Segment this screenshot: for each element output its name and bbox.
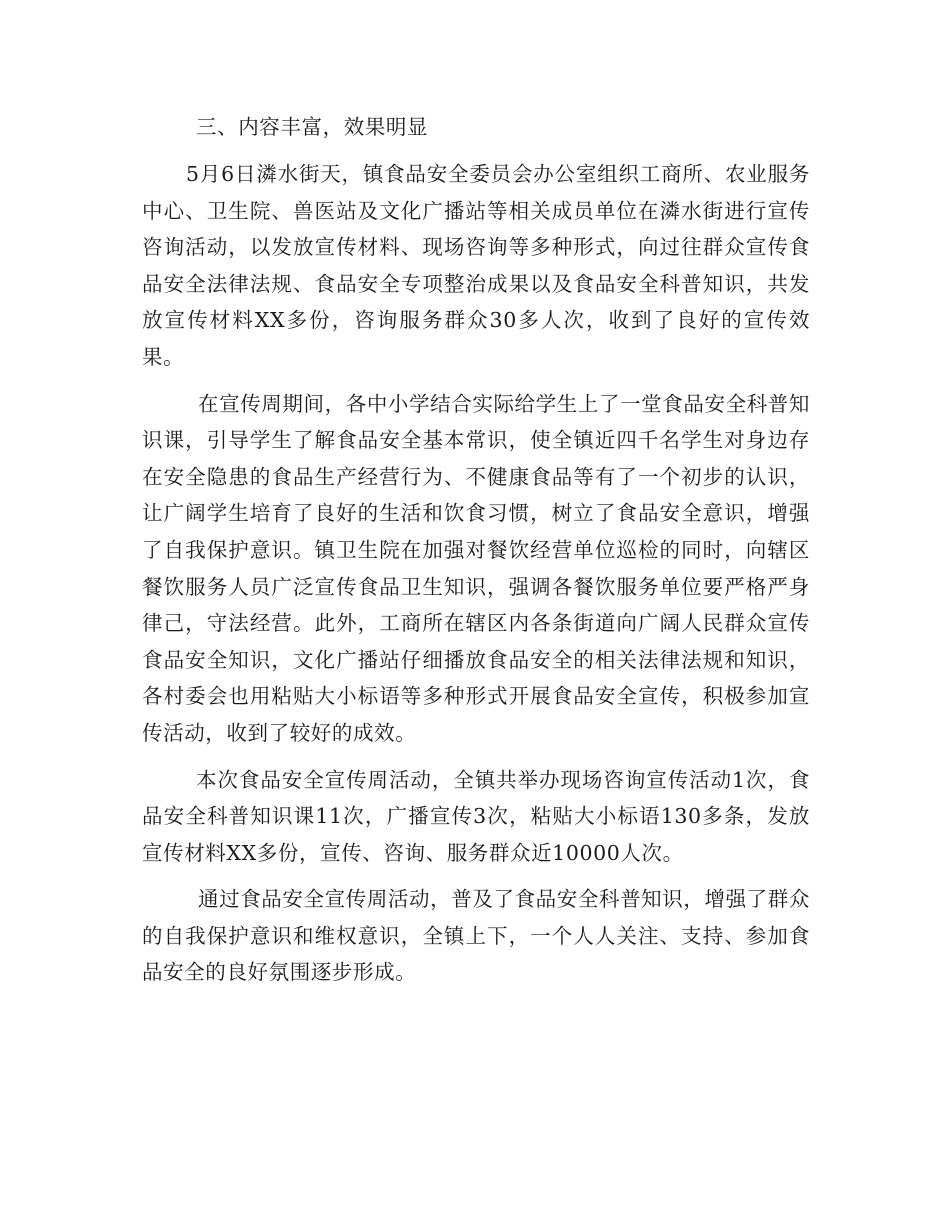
paragraph-4: 通过食品安全宣传周活动，普及了食品安全科普知识，增强了群众的自我保护意识和维权意识，全镇上下，一个人人关注、支持、参加食品安全的良好氛围逐步形成。	[142, 887, 810, 985]
paragraph-1: 5月6日潾水街天，镇食品安全委员会办公室组织工商所、农业服务中心、卫生院、兽医站及文化广播站等相关成员单位在潾水街进行宣传咨询活动，以发放宣传材料、现场咨询等多种形式，向过往群众宣传食品安全法律法规、食品安全专项整治成果以及食品安全科普知识，共发放宣传材料XX多份，咨询服务群众30多人次，收到了良好的宣传效果。	[142, 162, 810, 369]
section-heading: 三、内容丰富，效果明显	[196, 115, 429, 139]
paragraph-3: 本次食品安全宣传周活动，全镇共举办现场咨询宣传活动1次，食品安全科普知识课11次，广播宣传3次，粘贴大小标语130多条，发放宣传材料XX多份，宣传、咨询、服务群众近10000人次。	[142, 767, 810, 865]
paragraph-2: 在宣传周期间，各中小学结合实际给学生上了一堂食品安全科普知识课，引导学生了解食品安全基本常识，使全镇近四千名学生对身边存在安全隐患的食品生产经营行为、不健康食品等有了一个初步的认识，让广阔学生培育了良好的生活和饮食习惯，树立了食品安全意识，增强了自我保护意识。镇卫生院在加强对餐饮经营单位巡检的同时，向辖区餐饮服务人员广泛宣传食品卫生知识，强调各餐饮服务单位要严格严身律己，守法经营。此外，工商所在辖区内各条街道向广阔人民群众宣传食品安全知识，文化广播站仔细播放食品安全的相关法律法规和知识，各村委会也用粘贴大小标语等多种形式开展食品安全宣传，积极参加宣传活动，收到了较好的成效。	[142, 391, 810, 745]
document-body	[142, 108, 810, 1001]
